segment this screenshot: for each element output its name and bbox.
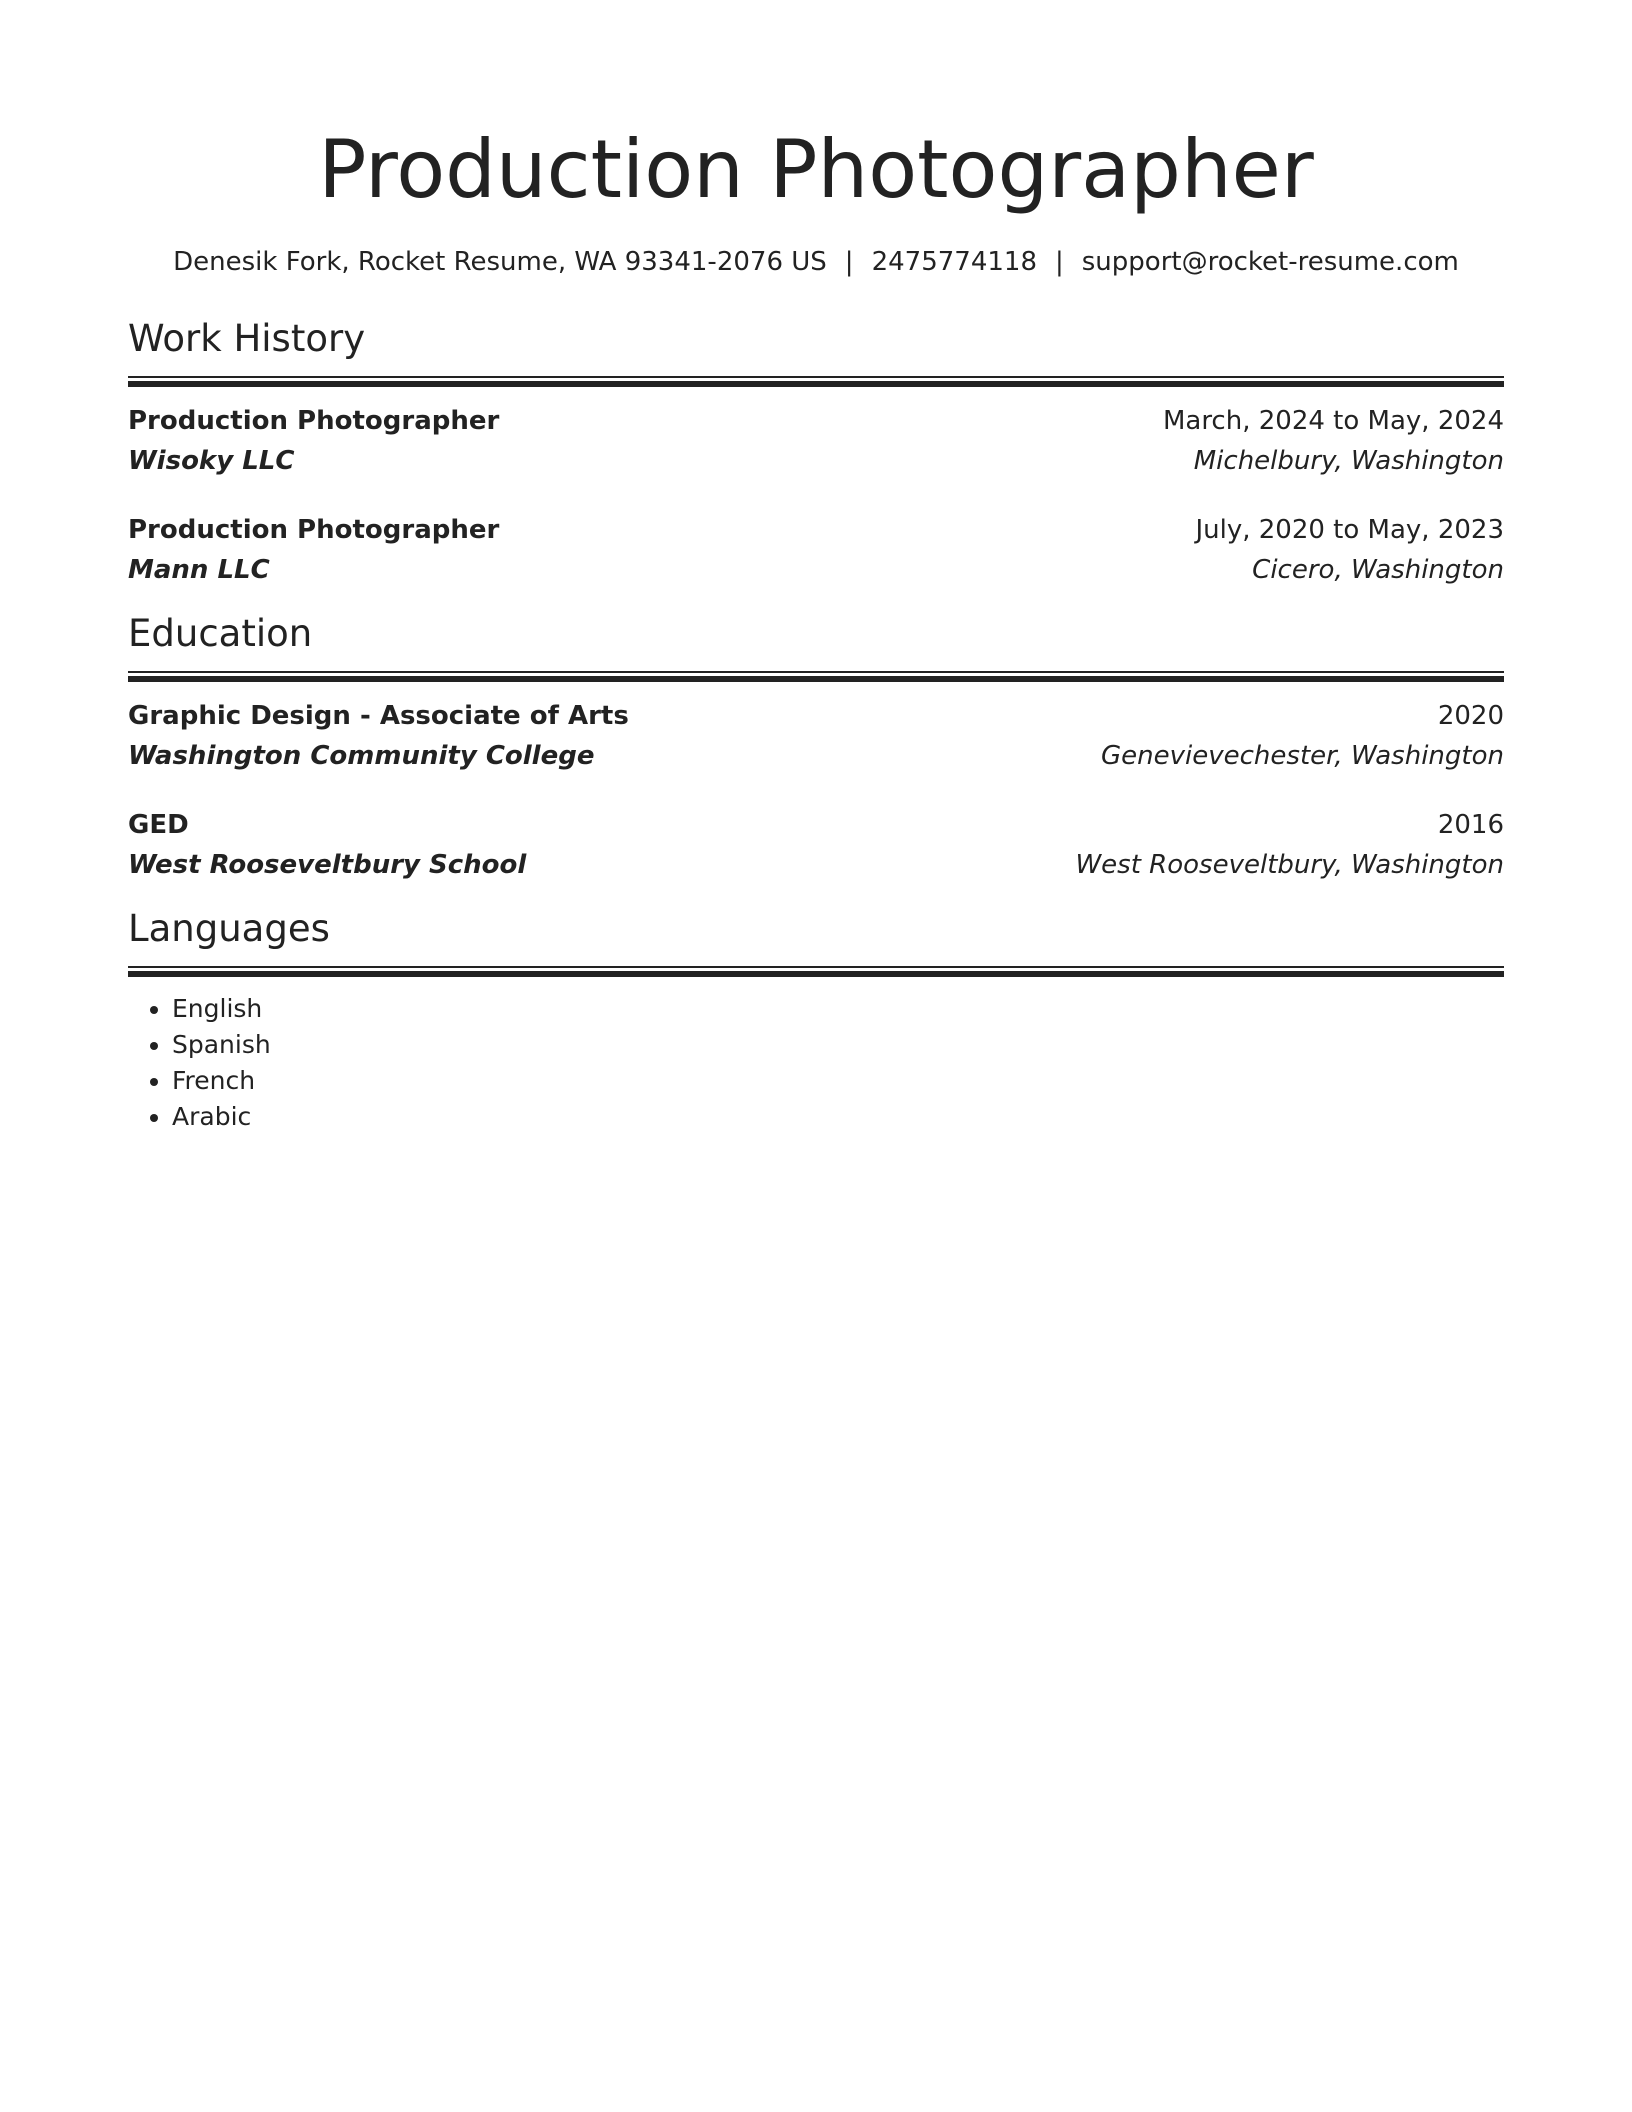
section-divider — [128, 966, 1504, 977]
list-item: • Spanish — [172, 1027, 1504, 1063]
entry-title: Production Photographer — [128, 515, 500, 545]
contact-email[interactable]: support@rocket-resume.com — [1081, 247, 1459, 277]
list-item: • English — [172, 991, 1504, 1027]
section-heading-languages: Languages — [128, 907, 330, 950]
entry-header-row — [128, 696, 1504, 736]
entry-subheader-row — [128, 736, 1504, 776]
resume-title: Production Photographer — [318, 123, 1314, 216]
entry-location: West Rooseveltbury, Washington — [1075, 850, 1504, 880]
contact-line — [128, 244, 1504, 280]
entry-header-row — [128, 510, 1504, 550]
section-divider — [128, 376, 1504, 387]
entry-dates: March, 2024 to May, 2024 — [1162, 406, 1504, 436]
section-heading-education: Education — [128, 612, 313, 655]
education-entry — [128, 805, 1504, 885]
entry-location: Cicero, Washington — [1252, 555, 1504, 585]
entry-location: Genevievechester, Washington — [1101, 741, 1504, 771]
section-divider — [128, 671, 1504, 682]
contact-address: Denesik Fork, Rocket Resume, WA 93341-2076 US — [173, 247, 827, 277]
entry-header-row — [128, 401, 1504, 441]
entry-location: Michelbury, Washington — [1193, 446, 1504, 476]
work-entry — [128, 510, 1504, 590]
section-work-history — [128, 314, 1504, 590]
entry-dates: 2016 — [1437, 810, 1504, 840]
entry-organization: Washington Community College — [128, 741, 595, 771]
entry-title: Graphic Design - Associate of Arts — [128, 701, 629, 731]
education-entry — [128, 696, 1504, 776]
section-education — [128, 609, 1504, 885]
work-entry — [128, 401, 1504, 481]
entry-header-row — [128, 805, 1504, 845]
contact-separator: | — [844, 247, 854, 277]
section-heading-work-history: Work History — [128, 317, 366, 360]
entry-title: Production Photographer — [128, 406, 500, 436]
entry-organization: Wisoky LLC — [128, 446, 295, 476]
languages-list — [128, 991, 1504, 1135]
contact-phone: 2475774118 — [871, 247, 1037, 277]
entry-organization: West Rooseveltbury School — [128, 850, 527, 880]
entry-dates: 2020 — [1437, 701, 1504, 731]
entry-subheader-row — [128, 845, 1504, 885]
contact-separator: | — [1054, 247, 1064, 277]
entry-subheader-row — [128, 550, 1504, 590]
list-item: • French — [172, 1063, 1504, 1099]
entry-subheader-row — [128, 441, 1504, 481]
list-item: • Arabic — [172, 1099, 1504, 1135]
entry-dates: July, 2020 to May, 2023 — [1195, 515, 1504, 545]
entry-title: GED — [128, 810, 189, 840]
entry-organization: Mann LLC — [128, 555, 270, 585]
section-languages — [128, 904, 1504, 1135]
